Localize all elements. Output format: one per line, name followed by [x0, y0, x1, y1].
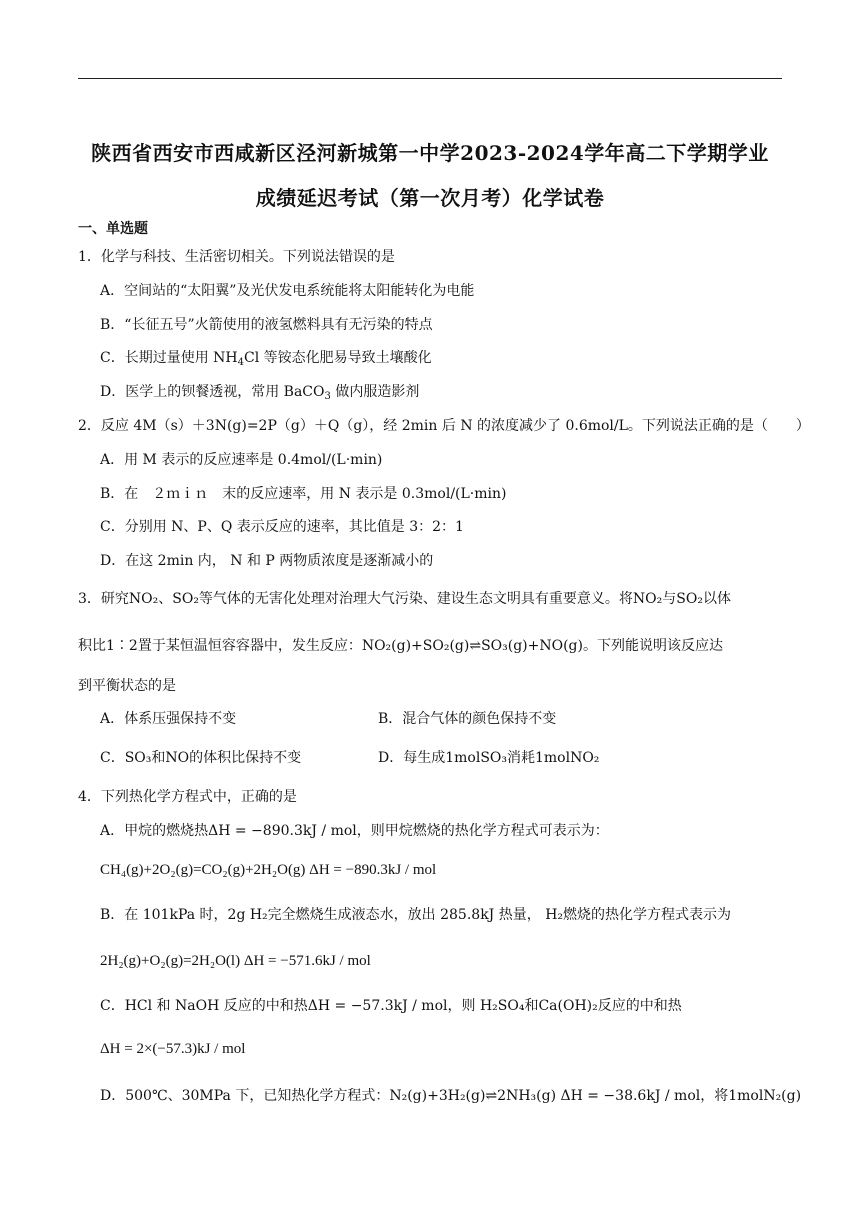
q1-option-c [100, 349, 432, 367]
q1-option-d-sub: 3 [324, 391, 331, 402]
q4-option-a-line1: A．甲烷的燃烧热ΔH = −890.3kJ / mol，则甲烷燃烧的热化学方程式可表示为： [100, 823, 609, 839]
q3-option-c: C．SO₃和NO的体积比保持不变 [100, 750, 302, 766]
q3-option-b: B．混合气体的颜色保持不变 [378, 711, 557, 727]
q2-option-c: C．分别用 N、P、Q 表示反应的速率，其比值是 3：2：1 [100, 519, 464, 535]
q3-option-a: A．体系压强保持不变 [100, 711, 237, 727]
q2-stem: 2．反应 4M（s）＋3N(g)=2P（g）＋Q（g），经 2min 后 N 的浓度减少了 0.6mol/L。下列说法正确的是（ ） [78, 418, 810, 434]
q1-option-d [100, 383, 419, 401]
q3-stem-line3: 到平衡状态的是 [78, 678, 176, 694]
q4-option-a-equation: CH₄(g)+2O₂(g)=CO₂(g)+2H₂O(g) ΔH = −890.3kJ / mol [100, 862, 437, 878]
q4-option-b-equation: 2H₂(g)+O₂(g)=2H₂O(l) ΔH = −571.6kJ / mol [100, 953, 371, 969]
q4-option-c-line1: C．HCl 和 NaOH 反应的中和热ΔH = −57.3kJ / mol，则 H₂SO₄和Ca(OH)₂反应的中和热 [100, 998, 682, 1014]
exam-title-line1: 陕西省西安市西咸新区泾河新城第一中学2023-2024学年高二下学期学业 [91, 141, 769, 165]
q1-option-a: A．空间站的“太阳翼”及光伏发电系统能将太阳能转化为电能 [100, 283, 475, 299]
q4-stem: 4．下列热化学方程式中，正确的是 [78, 789, 297, 805]
q1-option-c-sub: 4 [237, 357, 244, 368]
q4-option-d-line1: D．500℃、30MPa 下，已知热化学方程式：N₂(g)+3H₂(g)⇌2NH₃(g) ΔH = −38.6kJ / mol，将1molN₂(g) [100, 1088, 802, 1104]
q1-option-c-text1: C．长期过量使用 NH [100, 350, 238, 366]
q1-option-c-text2: Cl 等铵态化肥易导致土壤酸化 [244, 350, 432, 366]
section-heading: 一、单选题 [78, 221, 148, 237]
q3-option-d: D．每生成1molSO₃消耗1molNO₂ [378, 750, 600, 766]
q1-stem: 1．化学与科技、生活密切相关。下列说法错误的是 [78, 249, 395, 265]
q3-stem-line1: 3．研究NO₂、SO₂等气体的无害化处理对治理大气污染、建设生态文明具有重要意义。将NO₂与SO₂以体 [78, 591, 731, 607]
q4-option-c-equation: ΔH = 2×(−57.3)kJ / mol [100, 1041, 246, 1057]
q2-option-d: D．在这 2min 内， N 和 P 两物质浓度是逐渐减小的 [100, 553, 434, 569]
q1-option-d-text1: D．医学上的钡餐透视，常用 BaCO [100, 384, 325, 400]
q1-option-b: B．“长征五号”火箭使用的液氢燃料具有无污染的特点 [100, 317, 433, 333]
q4-option-b-line1: B．在 101kPa 时，2g H₂完全燃烧生成液态水，放出 285.8kJ 热量， H₂燃烧的热化学方程式表示为 [100, 907, 732, 923]
q2-option-b: B．在 ２ｍｉｎ 末的反应速率，用 N 表示是 0.3mol/(L·min) [100, 486, 507, 502]
q3-stem-line2: 积比1∶2置于某恒温恒容容器中，发生反应：NO₂(g)+SO₂(g)⇌SO₃(g)+NO(g)。下列能说明该反应达 [78, 638, 723, 654]
q2-option-a: A．用 M 表示的反应速率是 0.4mol/(L·min) [100, 452, 383, 468]
header-rule [78, 78, 782, 79]
exam-title-line2: 成绩延迟考试（第一次月考）化学试卷 [255, 186, 605, 210]
q1-option-d-text2: 做内服造影剂 [330, 384, 420, 400]
